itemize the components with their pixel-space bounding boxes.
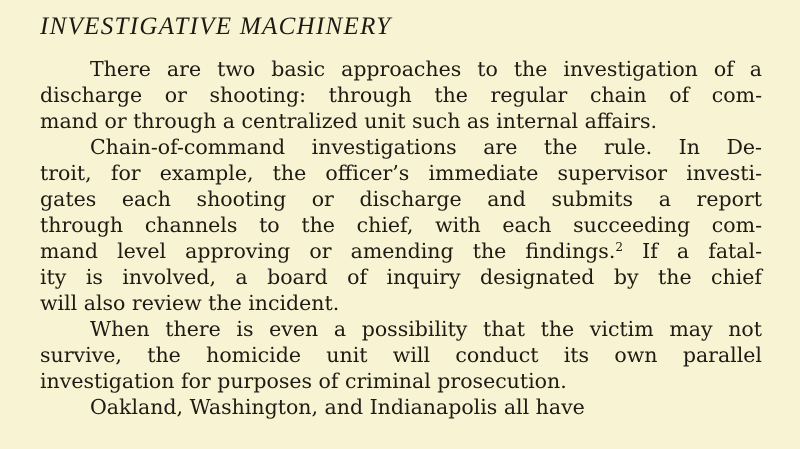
text-line: through channels to the chief, with each succeeding com- — [40, 213, 762, 237]
text-line: When there is even a possibility that the victim may not — [90, 317, 762, 341]
text-line: gates each shooting or discharge and submits a report — [40, 187, 762, 211]
text-line: will also review the incident. — [40, 291, 340, 315]
text-segment: If a fatal- — [622, 239, 762, 263]
text-line: troit, for example, the officer’s immediate supervisor investi- — [40, 161, 762, 185]
text-line — [40, 238, 762, 264]
body-text — [40, 56, 762, 420]
text-line: mand or through a centralized unit such as internal affairs. — [40, 109, 658, 133]
text-segment: mand level approving or amending the findings. — [40, 239, 616, 263]
section-heading: INVESTIGATIVE MACHINERY — [40, 13, 392, 40]
footnote-ref: 2 — [615, 240, 623, 254]
text-line: Chain-of-command investigations are the rule. In De- — [90, 135, 762, 159]
text-line: ity is involved, a board of inquiry designated by the chief — [40, 265, 762, 289]
text-line: Oakland, Washington, and Indianapolis all have — [90, 395, 585, 419]
text-line: survive, the homicide unit will conduct its own parallel — [40, 343, 762, 367]
text-line: discharge or shooting: through the regular chain of com- — [40, 83, 762, 107]
text-line: investigation for purposes of criminal prosecution. — [40, 369, 567, 393]
text-line: There are two basic approaches to the investigation of a — [90, 57, 762, 81]
